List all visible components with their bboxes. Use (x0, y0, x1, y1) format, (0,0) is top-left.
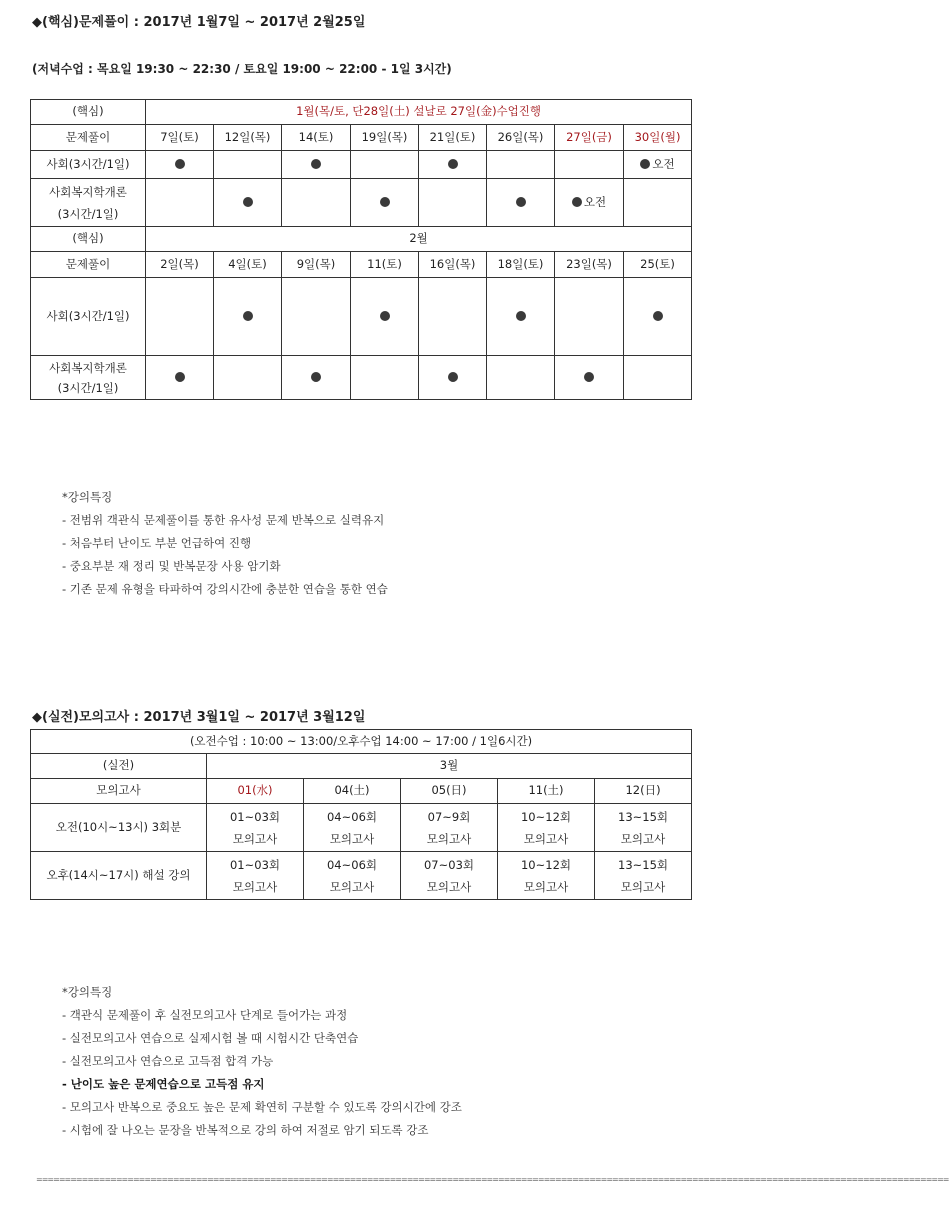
feb-date: 4일(토) (214, 252, 282, 278)
exam-suffix: 모의고사 (523, 831, 569, 846)
schedule-cell (351, 278, 419, 356)
jan-date: 27일(금) (555, 125, 624, 151)
schedule-cell (624, 179, 692, 227)
row-label-welfare (31, 179, 146, 227)
note-item: - 객관식 문제풀이 후 실전모의고사 단계로 들어가는 과정 (62, 1008, 348, 1022)
table-cell (304, 852, 401, 900)
schedule-cell (487, 151, 555, 179)
class-dot-icon (516, 197, 526, 207)
note-item: - 실전모의고사 연습으로 고득점 합격 가능 (62, 1054, 274, 1068)
schedule-cell (146, 356, 214, 400)
feb-date: 9일(목) (282, 252, 351, 278)
table-cell (207, 852, 304, 900)
table-cell (304, 804, 401, 852)
note-item: - 전범위 객관식 문제풀이를 통한 유사성 문제 반복으로 실력유지 (62, 513, 385, 527)
exam-suffix: 모의고사 (232, 879, 278, 894)
feb-header: 2월 (146, 227, 692, 252)
section1-heading: ◆(핵심)문제풀이 : 2017년 1월7일 ~ 2017년 2월25일 (32, 15, 366, 30)
schedule-cell (624, 278, 692, 356)
row-label-welfare-line2: (3시간/1일) (57, 380, 119, 395)
jan-date: 30일(월) (624, 125, 692, 151)
jan-date: 21일(토) (419, 125, 487, 151)
footer-separator: ================================================================================================================================================================ (36, 1175, 949, 1184)
corner-bottom: 문제풀이 (31, 252, 146, 278)
notes-title: *강의특징 (62, 985, 113, 999)
mock-date: 05(日) (401, 779, 498, 804)
schedule-cell (419, 151, 487, 179)
class-dot-icon (516, 311, 526, 321)
exam-suffix: 모의고사 (329, 831, 375, 846)
exam-suffix: 모의고사 (329, 879, 375, 894)
table-cell (498, 804, 595, 852)
notes-title: *강의특징 (62, 490, 113, 504)
schedule-cell (282, 179, 351, 227)
row-label-social: 사회(3시간/1일) (31, 278, 146, 356)
exam-range: 01~03회 (229, 857, 280, 872)
schedule-cell (555, 356, 624, 400)
month-header: 3월 (207, 754, 692, 779)
row-label-welfare-line1: 사회복지학개론 (49, 184, 127, 199)
table-cell (498, 852, 595, 900)
schedule-cell (282, 151, 351, 179)
table-cell (595, 852, 692, 900)
schedule-cell (214, 151, 282, 179)
note-item-emphasis: - 난이도 높은 문제연습으로 고득점 유지 (62, 1077, 265, 1091)
schedule-cell (214, 278, 282, 356)
class-dot-icon (243, 197, 253, 207)
feb-date: 23일(목) (555, 252, 624, 278)
class-dot-icon (243, 311, 253, 321)
feb-date: 2일(목) (146, 252, 214, 278)
exam-range: 10~12회 (520, 857, 571, 872)
feb-date: 16일(목) (419, 252, 487, 278)
schedule-cell (624, 151, 692, 179)
mock-date: 04(土) (304, 779, 401, 804)
am-row-label: 오전(10시~13시) 3회분 (31, 804, 207, 852)
exam-range: 13~15회 (618, 809, 669, 824)
row-label-welfare-line2: (3시간/1일) (57, 206, 119, 221)
table-cell (401, 804, 498, 852)
schedule-cell (419, 179, 487, 227)
schedule-cell (555, 278, 624, 356)
class-dot-icon (448, 372, 458, 382)
corner-bottom: 문제풀이 (31, 125, 146, 151)
exam-range: 10~12회 (520, 809, 571, 824)
jan-date: 7일(토) (146, 125, 214, 151)
schedule-cell (351, 179, 419, 227)
table-cell (595, 804, 692, 852)
class-dot-icon (584, 372, 594, 382)
schedule-cell (487, 179, 555, 227)
class-dot-icon (175, 372, 185, 382)
class-dot-icon (311, 159, 321, 169)
am-label: 오전 (652, 156, 675, 171)
schedule-cell (146, 179, 214, 227)
schedule-cell (146, 151, 214, 179)
row-label-social: 사회(3시간/1일) (31, 151, 146, 179)
row-label-welfare (31, 356, 146, 400)
exam-range: 04~06회 (326, 857, 377, 872)
schedule-cell (146, 278, 214, 356)
table-cell (401, 852, 498, 900)
jan-header: 1월(목/토, 단28일(土) 설날로 27일(金)수업진행 (146, 100, 692, 125)
exam-suffix: 모의고사 (232, 831, 278, 846)
schedule-cell (487, 278, 555, 356)
class-dot-icon (380, 197, 390, 207)
class-dot-icon (175, 159, 185, 169)
exam-suffix: 모의고사 (620, 879, 666, 894)
note-item: - 시험에 잘 나오는 문장을 반복적으로 강의 하여 저절로 암기 되도록 강조 (62, 1123, 429, 1137)
corner-bottom: 모의고사 (31, 779, 207, 804)
note-item: - 중요부분 재 정리 및 반복문장 사용 암기화 (62, 559, 281, 573)
schedule-table-jan-feb (30, 99, 692, 400)
exam-range: 07~03회 (423, 857, 474, 872)
schedule-cell (282, 278, 351, 356)
jan-date: 26일(목) (487, 125, 555, 151)
schedule-cell (487, 356, 555, 400)
exam-suffix: 모의고사 (620, 831, 666, 846)
jan-date: 19일(목) (351, 125, 419, 151)
feb-date: 18일(토) (487, 252, 555, 278)
class-dot-icon (448, 159, 458, 169)
class-dot-icon (640, 159, 650, 169)
exam-range: 04~06회 (326, 809, 377, 824)
schedule-cell (555, 179, 624, 227)
exam-range: 07~9회 (427, 809, 471, 824)
note-item: - 모의고사 반복으로 중요도 높은 문제 확연히 구분할 수 있도록 강의시간에 강조 (62, 1100, 462, 1114)
pm-row-label: 오후(14시~17시) 해설 강의 (31, 852, 207, 900)
class-dot-icon (572, 197, 582, 207)
schedule-cell (624, 356, 692, 400)
mock-date: 01(水) (207, 779, 304, 804)
lecture-features-1 (62, 486, 388, 601)
lecture-features-2 (62, 981, 462, 1142)
mock-exam-table (30, 729, 692, 900)
exam-suffix: 모의고사 (426, 831, 472, 846)
schedule-cell (214, 356, 282, 400)
corner-top: (핵심) (31, 100, 146, 125)
schedule-cell (419, 278, 487, 356)
corner-top: (실전) (31, 754, 207, 779)
exam-range: 13~15회 (618, 857, 669, 872)
class-dot-icon (380, 311, 390, 321)
table-cell (207, 804, 304, 852)
schedule-cell (419, 356, 487, 400)
exam-suffix: 모의고사 (523, 879, 569, 894)
exam-suffix: 모의고사 (426, 879, 472, 894)
corner-top: (핵심) (31, 227, 146, 252)
note-item: - 처음부터 난이도 부분 언급하여 진행 (62, 536, 252, 550)
section2-heading: ◆(실전)모의고사 : 2017년 3월1일 ~ 2017년 3월12일 (32, 710, 366, 725)
class-dot-icon (311, 372, 321, 382)
note-item: - 기존 문제 유형을 타파하여 강의시간에 충분한 연습을 통한 연습 (62, 582, 388, 596)
feb-date: 25(토) (624, 252, 692, 278)
feb-date: 11(토) (351, 252, 419, 278)
schedule-cell (351, 356, 419, 400)
schedule-cell (555, 151, 624, 179)
mock-date: 12(日) (595, 779, 692, 804)
exam-range: 01~03회 (229, 809, 280, 824)
section1-subheading: (저녁수업 : 목요일 19:30 ~ 22:30 / 토요일 19:00 ~ 22:00 - 1일 3시간) (32, 62, 452, 76)
mock-schedule: (오전수업 : 10:00 ~ 13:00/오후수업 14:00 ~ 17:00 / 1일6시간) (31, 730, 692, 754)
mock-date: 11(土) (498, 779, 595, 804)
schedule-cell (214, 179, 282, 227)
schedule-cell (351, 151, 419, 179)
jan-date: 12일(목) (214, 125, 282, 151)
jan-date: 14(토) (282, 125, 351, 151)
row-label-welfare-line1: 사회복지학개론 (49, 360, 127, 375)
class-dot-icon (653, 311, 663, 321)
am-label: 오전 (583, 194, 607, 209)
schedule-cell (282, 356, 351, 400)
note-item: - 실전모의고사 연습으로 실제시험 볼 때 시험시간 단축연습 (62, 1031, 359, 1045)
